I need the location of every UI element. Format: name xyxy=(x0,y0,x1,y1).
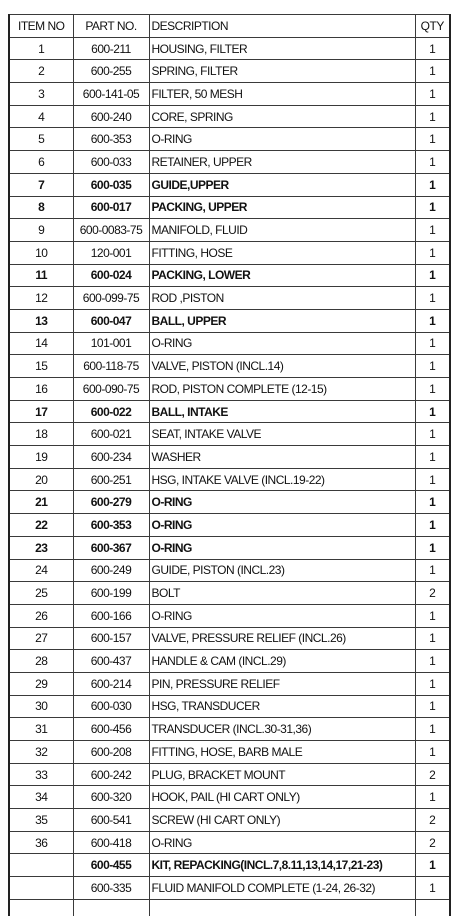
table-row xyxy=(9,672,450,695)
description-cell: VALVE, PRESSURE RELIEF (INCL.26) xyxy=(149,627,415,650)
part-no-cell: 600-437 xyxy=(73,650,149,673)
qty-cell: 1 xyxy=(415,446,450,469)
description-cell: CORE, SPRING xyxy=(149,105,415,128)
empty-cell xyxy=(9,899,73,916)
part-no-cell: 600-118-75 xyxy=(73,355,149,378)
part-no-cell: 600-047 xyxy=(73,309,149,332)
qty-cell: 1 xyxy=(415,672,450,695)
qty-cell: 1 xyxy=(415,514,450,537)
table-row xyxy=(9,854,450,877)
description-cell: PACKING, UPPER xyxy=(149,196,415,219)
table-row xyxy=(9,332,450,355)
qty-cell: 1 xyxy=(415,332,450,355)
description-cell: O-RING xyxy=(149,604,415,627)
qty-cell: 1 xyxy=(415,400,450,423)
description-cell: SCREW (HI CART ONLY) xyxy=(149,809,415,832)
description-cell: FLUID MANIFOLD COMPLETE (1-24, 26-32) xyxy=(149,877,415,900)
item-no-cell: 27 xyxy=(9,627,73,650)
part-no-cell: 600-335 xyxy=(73,877,149,900)
qty-cell: 1 xyxy=(415,559,450,582)
qty-cell: 1 xyxy=(415,151,450,174)
description-cell: GUIDE, PISTON (INCL.23) xyxy=(149,559,415,582)
table-row xyxy=(9,786,450,809)
table-row xyxy=(9,604,450,627)
part-no-cell: 600-157 xyxy=(73,627,149,650)
empty-row xyxy=(9,899,450,916)
description-header: DESCRIPTION xyxy=(149,15,415,38)
table-row xyxy=(9,446,450,469)
item-no-cell: 2 xyxy=(9,60,73,83)
item-no-cell: 30 xyxy=(9,695,73,718)
table-row xyxy=(9,219,450,242)
part-no-cell: 600-456 xyxy=(73,718,149,741)
qty-cell: 1 xyxy=(415,196,450,219)
part-no-cell: 600-455 xyxy=(73,854,149,877)
part-no-cell: 600-541 xyxy=(73,809,149,832)
qty-cell: 2 xyxy=(415,809,450,832)
description-cell: GUIDE,UPPER xyxy=(149,173,415,196)
part-no-header: PART NO. xyxy=(73,15,149,38)
table-row xyxy=(9,491,450,514)
part-no-cell: 600-141-05 xyxy=(73,83,149,106)
table-row xyxy=(9,355,450,378)
part-no-cell: 600-255 xyxy=(73,60,149,83)
qty-cell: 1 xyxy=(415,718,450,741)
table-row xyxy=(9,514,450,537)
part-no-cell: 600-017 xyxy=(73,196,149,219)
description-cell: ROD ,PISTON xyxy=(149,287,415,310)
table-row xyxy=(9,105,450,128)
description-cell: O-RING xyxy=(149,491,415,514)
part-no-cell: 600-035 xyxy=(73,173,149,196)
part-no-cell: 600-022 xyxy=(73,400,149,423)
part-no-cell: 600-367 xyxy=(73,536,149,559)
description-cell: HOOK, PAIL (HI CART ONLY) xyxy=(149,786,415,809)
part-no-cell: 600-214 xyxy=(73,672,149,695)
table-row xyxy=(9,128,450,151)
table-row xyxy=(9,241,450,264)
empty-cell xyxy=(149,899,415,916)
item-no-cell: 24 xyxy=(9,559,73,582)
description-cell: O-RING xyxy=(149,536,415,559)
part-no-cell: 600-242 xyxy=(73,763,149,786)
description-cell: TRANSDUCER (INCL.30-31,36) xyxy=(149,718,415,741)
part-no-cell: 600-033 xyxy=(73,151,149,174)
table-row xyxy=(9,650,450,673)
part-no-cell: 600-240 xyxy=(73,105,149,128)
item-no-header: ITEM NO xyxy=(9,15,73,38)
table-row xyxy=(9,173,450,196)
item-no-cell: 5 xyxy=(9,128,73,151)
qty-cell: 1 xyxy=(415,491,450,514)
part-no-cell: 600-199 xyxy=(73,582,149,605)
table-row xyxy=(9,809,450,832)
item-no-cell: 25 xyxy=(9,582,73,605)
part-no-cell: 600-251 xyxy=(73,468,149,491)
table-row xyxy=(9,831,450,854)
qty-cell: 1 xyxy=(415,741,450,764)
item-no-cell: 21 xyxy=(9,491,73,514)
empty-cell xyxy=(415,899,450,916)
item-no-cell: 13 xyxy=(9,309,73,332)
item-no-cell: 34 xyxy=(9,786,73,809)
qty-cell: 1 xyxy=(415,219,450,242)
part-no-cell: 600-021 xyxy=(73,423,149,446)
qty-cell: 1 xyxy=(415,468,450,491)
table-row xyxy=(9,423,450,446)
item-no-cell: 7 xyxy=(9,173,73,196)
qty-cell: 1 xyxy=(415,37,450,60)
table-row xyxy=(9,468,450,491)
item-no-cell xyxy=(9,854,73,877)
description-cell: PLUG, BRACKET MOUNT xyxy=(149,763,415,786)
table-row xyxy=(9,37,450,60)
table-row xyxy=(9,763,450,786)
part-no-cell: 600-0083-75 xyxy=(73,219,149,242)
qty-cell: 1 xyxy=(415,264,450,287)
item-no-cell: 6 xyxy=(9,151,73,174)
item-no-cell: 8 xyxy=(9,196,73,219)
part-no-cell: 600-353 xyxy=(73,514,149,537)
qty-cell: 1 xyxy=(415,83,450,106)
item-no-cell: 23 xyxy=(9,536,73,559)
description-cell: O-RING xyxy=(149,514,415,537)
item-no-cell: 16 xyxy=(9,378,73,401)
part-no-cell: 600-234 xyxy=(73,446,149,469)
item-no-cell: 28 xyxy=(9,650,73,673)
description-cell: FILTER, 50 MESH xyxy=(149,83,415,106)
table-row xyxy=(9,695,450,718)
qty-cell: 1 xyxy=(415,287,450,310)
item-no-cell: 11 xyxy=(9,264,73,287)
description-cell: BALL, INTAKE xyxy=(149,400,415,423)
item-no-cell: 36 xyxy=(9,831,73,854)
description-cell: PACKING, LOWER xyxy=(149,264,415,287)
qty-cell: 2 xyxy=(415,831,450,854)
table-row xyxy=(9,60,450,83)
part-no-cell: 101-001 xyxy=(73,332,149,355)
qty-cell: 1 xyxy=(415,60,450,83)
empty-cell xyxy=(73,899,149,916)
table-row xyxy=(9,741,450,764)
part-no-cell: 120-001 xyxy=(73,241,149,264)
table-row xyxy=(9,582,450,605)
item-no-cell: 18 xyxy=(9,423,73,446)
table-row xyxy=(9,196,450,219)
part-no-cell: 600-249 xyxy=(73,559,149,582)
qty-cell: 1 xyxy=(415,854,450,877)
qty-cell: 1 xyxy=(415,877,450,900)
description-cell: ROD, PISTON COMPLETE (12-15) xyxy=(149,378,415,401)
qty-cell: 1 xyxy=(415,423,450,446)
table-row xyxy=(9,559,450,582)
part-no-cell: 600-030 xyxy=(73,695,149,718)
item-no-cell: 15 xyxy=(9,355,73,378)
part-no-cell: 600-353 xyxy=(73,128,149,151)
qty-cell: 1 xyxy=(415,173,450,196)
description-cell: SPRING, FILTER xyxy=(149,60,415,83)
item-no-cell: 33 xyxy=(9,763,73,786)
parts-list-table xyxy=(8,14,451,916)
qty-header: QTY xyxy=(415,15,450,38)
item-no-cell: 20 xyxy=(9,468,73,491)
part-no-cell: 600-166 xyxy=(73,604,149,627)
qty-cell: 1 xyxy=(415,105,450,128)
description-cell: MANIFOLD, FLUID xyxy=(149,219,415,242)
part-no-cell: 600-024 xyxy=(73,264,149,287)
description-cell: FITTING, HOSE xyxy=(149,241,415,264)
item-no-cell: 9 xyxy=(9,219,73,242)
table-row xyxy=(9,287,450,310)
description-cell: VALVE, PISTON (INCL.14) xyxy=(149,355,415,378)
qty-cell: 2 xyxy=(415,582,450,605)
table-row xyxy=(9,151,450,174)
qty-cell: 1 xyxy=(415,378,450,401)
qty-cell: 1 xyxy=(415,650,450,673)
description-cell: WASHER xyxy=(149,446,415,469)
description-cell: HANDLE & CAM (INCL.29) xyxy=(149,650,415,673)
table-row xyxy=(9,264,450,287)
description-cell: KIT, REPACKING(INCL.7,8.11,13,14,17,21-23) xyxy=(149,854,415,877)
qty-cell: 1 xyxy=(415,128,450,151)
description-cell: BALL, UPPER xyxy=(149,309,415,332)
description-cell: HSG, INTAKE VALVE (INCL.19-22) xyxy=(149,468,415,491)
item-no-cell: 3 xyxy=(9,83,73,106)
part-no-cell: 600-418 xyxy=(73,831,149,854)
part-no-cell: 600-099-75 xyxy=(73,287,149,310)
table-row xyxy=(9,83,450,106)
part-no-cell: 600-090-75 xyxy=(73,378,149,401)
item-no-cell: 17 xyxy=(9,400,73,423)
item-no-cell: 10 xyxy=(9,241,73,264)
description-cell: O-RING xyxy=(149,831,415,854)
item-no-cell: 29 xyxy=(9,672,73,695)
qty-cell: 1 xyxy=(415,627,450,650)
description-cell: BOLT xyxy=(149,582,415,605)
part-no-cell: 600-279 xyxy=(73,491,149,514)
qty-cell: 1 xyxy=(415,241,450,264)
table-row xyxy=(9,536,450,559)
table-row xyxy=(9,718,450,741)
description-cell: HOUSING, FILTER xyxy=(149,37,415,60)
item-no-cell: 31 xyxy=(9,718,73,741)
table-row xyxy=(9,627,450,650)
description-cell: O-RING xyxy=(149,128,415,151)
part-no-cell: 600-211 xyxy=(73,37,149,60)
part-no-cell: 600-320 xyxy=(73,786,149,809)
item-no-cell: 26 xyxy=(9,604,73,627)
item-no-cell: 19 xyxy=(9,446,73,469)
part-no-cell: 600-208 xyxy=(73,741,149,764)
item-no-cell: 14 xyxy=(9,332,73,355)
item-no-cell: 22 xyxy=(9,514,73,537)
parts-list-body xyxy=(9,37,450,916)
item-no-cell: 35 xyxy=(9,809,73,832)
description-cell: RETAINER, UPPER xyxy=(149,151,415,174)
qty-cell: 2 xyxy=(415,763,450,786)
table-row xyxy=(9,400,450,423)
table-row xyxy=(9,378,450,401)
item-no-cell: 1 xyxy=(9,37,73,60)
description-cell: SEAT, INTAKE VALVE xyxy=(149,423,415,446)
header-row xyxy=(9,15,450,38)
table-row xyxy=(9,877,450,900)
qty-cell: 1 xyxy=(415,604,450,627)
qty-cell: 1 xyxy=(415,536,450,559)
description-cell: FITTING, HOSE, BARB MALE xyxy=(149,741,415,764)
qty-cell: 1 xyxy=(415,309,450,332)
description-cell: O-RING xyxy=(149,332,415,355)
item-no-cell: 4 xyxy=(9,105,73,128)
table-row xyxy=(9,309,450,332)
item-no-cell xyxy=(9,877,73,900)
qty-cell: 1 xyxy=(415,786,450,809)
description-cell: PIN, PRESSURE RELIEF xyxy=(149,672,415,695)
qty-cell: 1 xyxy=(415,355,450,378)
qty-cell: 1 xyxy=(415,695,450,718)
item-no-cell: 32 xyxy=(9,741,73,764)
item-no-cell: 12 xyxy=(9,287,73,310)
description-cell: HSG, TRANSDUCER xyxy=(149,695,415,718)
